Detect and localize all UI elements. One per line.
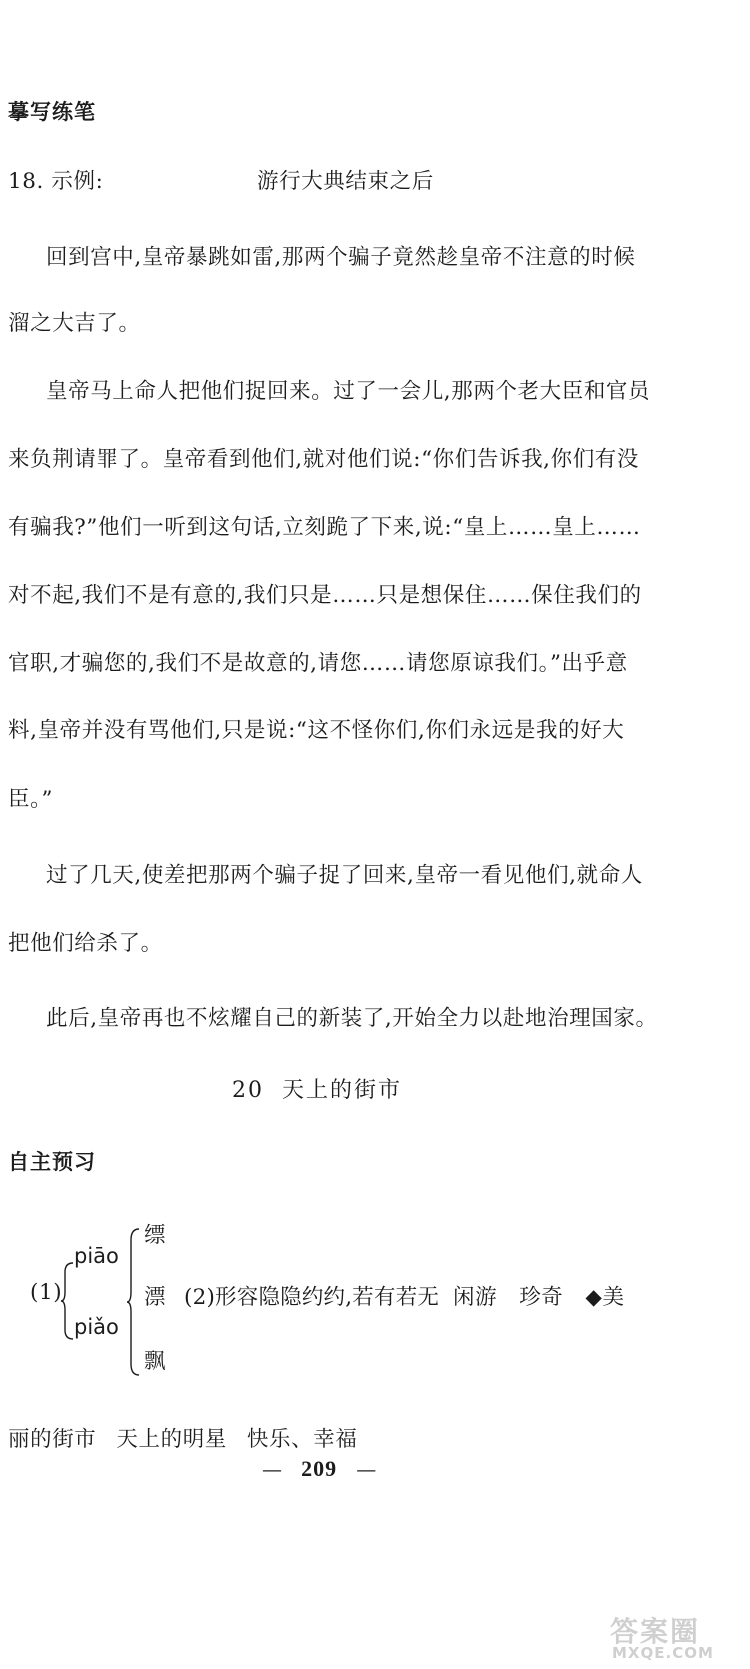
essay-line: 皇帝马上命人把他们捉回来。过了一会儿,那两个老大臣和官员 (46, 379, 651, 404)
essay-line: 溜之大吉了。 (8, 311, 141, 336)
question-2-answers (453, 1280, 647, 1311)
continuation-line (8, 1422, 377, 1453)
answer-word: 闲游 (453, 1285, 498, 1310)
section-heading: 自主预习 (8, 1150, 96, 1174)
section-heading: 摹写练笔 (8, 100, 96, 124)
watermark-url: MXQE.COM (612, 1644, 714, 1662)
pinyin-bottom: piǎo (74, 1315, 119, 1339)
question-2-definition: (2)形容隐隐约约,若有若无 (184, 1285, 440, 1310)
answer-word: 珍奇 (519, 1285, 564, 1310)
watermark-logo: 答案圈 (610, 1615, 701, 1648)
character-option: 飘 (144, 1349, 166, 1374)
answer-word: 快乐、幸福 (246, 1427, 358, 1452)
essay-line: 把他们给杀了。 (8, 931, 163, 956)
essay-line: 过了几天,使差把那两个骗子捉了回来,皇帝一看见他们,就命人 (46, 863, 643, 888)
answer-word: 天上的明星 (116, 1427, 227, 1452)
essay-line: 官职,才骗您的,我们不是故意的,请您……请您原谅我们。”出乎意 (8, 651, 628, 676)
lesson-title (232, 1073, 402, 1104)
diamond-icon: ◆ (585, 1285, 603, 1310)
left-brace-icon (126, 1228, 140, 1376)
essay-line: 有骗我?”他们一听到这句话,立刻跪了下来,说:“皇上……皇上…… (8, 515, 641, 540)
answer-continuation: 美 (602, 1285, 625, 1310)
essay-line: 对不起,我们不是有意的,我们只是……只是想保住……保住我们的 (8, 583, 642, 608)
page-number: 209 (301, 1456, 338, 1481)
pinyin-top: piāo (74, 1244, 119, 1268)
page-footer (262, 1456, 376, 1482)
answer-word: 丽的街市 (8, 1427, 97, 1452)
essay-line: 臣。” (8, 787, 54, 812)
question-1-label: (1) (30, 1280, 63, 1305)
essay-line: 料,皇帝并没有骂他们,只是说:“这不怪你们,你们永远是我的好大 (8, 718, 625, 743)
essay-line: 来负荆请罪了。皇帝看到他们,就对他们说:“你们告诉我,你们有没 (8, 447, 640, 472)
lesson-name: 天上的街市 (282, 1078, 403, 1103)
character-option: 缥 (144, 1223, 166, 1248)
character-option: 漂 (144, 1285, 166, 1310)
essay-line: 此后,皇帝再也不炫耀自己的新装了,开始全力以赴地治理国家。 (46, 1006, 658, 1031)
question-18-label: 18. 示例: (8, 169, 104, 194)
lesson-number: 20 (232, 1078, 264, 1103)
left-brace-icon (60, 1262, 74, 1340)
footer-dash: — (262, 1457, 282, 1481)
footer-dash: — (356, 1457, 377, 1481)
question-18-essay-title: 游行大典结束之后 (257, 169, 434, 194)
essay-line: 回到宫中,皇帝暴跳如雷,那两个骗子竟然趁皇帝不注意的时候 (46, 245, 636, 270)
